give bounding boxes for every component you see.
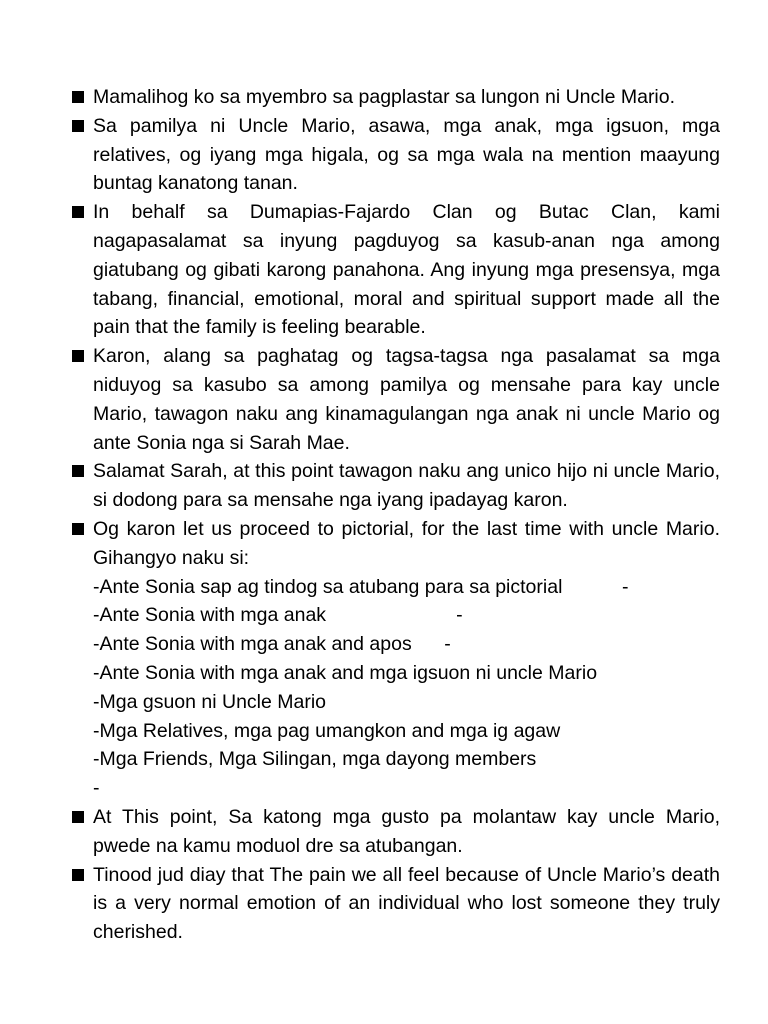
square-bullet-icon	[72, 91, 84, 103]
sub-list-line: -	[93, 777, 100, 800]
sub-list-line: -Mga Friends, Mga Silingan, mga dayong members	[93, 748, 537, 771]
list-item-text: Sa pamilya ni Uncle Mario, asawa, mga anak, mga igsuon, mga relatives, og iyang mga higala, og sa mga wala na mention maayung buntag kanatong tanan.	[93, 114, 720, 195]
list-item-text: In behalf sa Dumapias-Fajardo Clan og Butac Clan, kami nagapasalamat sa inyung pagduyog sa kasub-anan nga among giatubang og gibati karong panahona. Ang inyung mga presensya, mga tabang, financial, emotional, moral and spiritual support made all the pain that the family is feeling bearable.	[93, 201, 720, 339]
list-item-text: At This point, Sa katong mga gusto pa molantaw kay uncle Mario, pwede na kamu moduol dre sa atubangan.	[93, 805, 720, 857]
square-bullet-icon	[72, 465, 84, 477]
list-item	[72, 457, 720, 515]
sub-list-line: -Mga gsuon ni Uncle Mario	[93, 690, 327, 713]
list-item-text: Og karon let us proceed to pictorial, for the last time with uncle Mario. Gihangyo naku si:	[93, 517, 720, 569]
sub-list-line: -Ante Sonia with mga anak and apos -	[93, 633, 451, 656]
list-item-text: Salamat Sarah, at this point tawagon naku ang unico hijo ni uncle Mario, si dodong para sa mensahe nga iyang ipadayag karon.	[93, 460, 720, 512]
sub-list-line: -Ante Sonia with mga anak and mga igsuon ni uncle Mario	[93, 661, 598, 684]
pictorial-sub-list	[93, 573, 720, 803]
list-item	[72, 198, 720, 342]
square-bullet-icon	[72, 350, 84, 362]
sub-list-line: -Ante Sonia with mga anak -	[93, 604, 463, 627]
list-item	[72, 515, 720, 803]
square-bullet-icon	[72, 523, 84, 535]
list-item-text: Tinood jud diay that The pain we all feel because of Uncle Mario’s death is a very normal emotion of an individual who lost someone they truly cherished.	[93, 863, 720, 944]
square-bullet-icon	[72, 206, 84, 218]
sub-list-line: -Mga Relatives, mga pag umangkon and mga ig agaw	[93, 719, 561, 742]
list-item-text: Karon, alang sa paghatag og tagsa-tagsa nga pasalamat sa mga niduyog sa kasubo sa among pamilya og mensahe para kay uncle Mario, tawagon naku ang kinamagulangan nga anak ni uncle Mario og ante Sonia nga si Sarah Mae.	[93, 345, 720, 454]
sub-list-line: -Ante Sonia sap ag tindog sa atubang para sa pictorial -	[93, 575, 629, 598]
list-item	[72, 112, 720, 198]
square-bullet-icon	[72, 811, 84, 823]
square-bullet-icon	[72, 120, 84, 132]
list-item	[72, 83, 720, 112]
list-item	[72, 803, 720, 861]
list-item-text: Mamalihog ko sa myembro sa pagplastar sa lungon ni Uncle Mario.	[93, 86, 676, 108]
list-item	[72, 342, 720, 457]
square-bullet-icon	[72, 869, 84, 881]
list-item	[72, 861, 720, 947]
bullet-list	[72, 83, 720, 947]
